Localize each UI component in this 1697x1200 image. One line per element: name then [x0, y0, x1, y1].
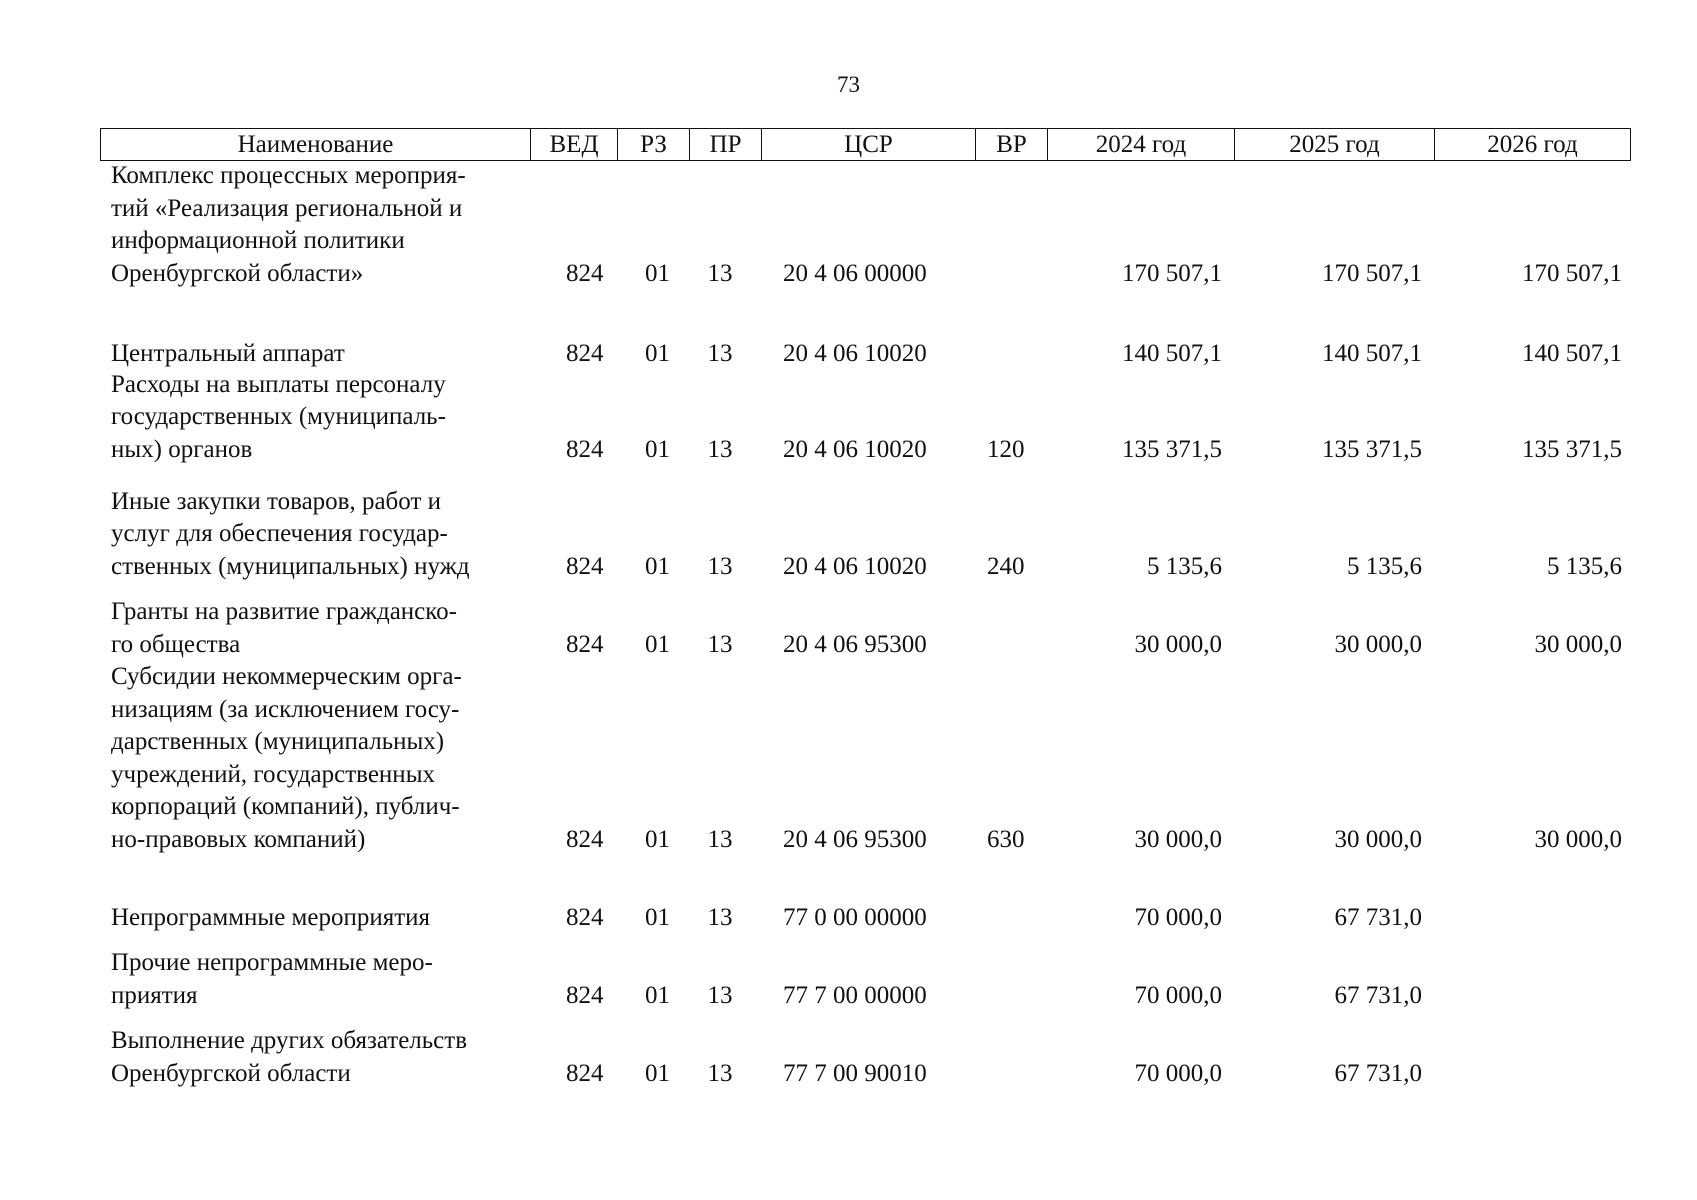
row-2024: 30 000,0 — [1134, 825, 1222, 853]
row-name: Выполнение других обязательств Оренбургской области — [111, 1027, 467, 1087]
header-csr: ЦСР — [762, 129, 976, 161]
page-number: 73 — [837, 72, 860, 97]
row-ved: 824 — [566, 903, 604, 931]
row-csr: 20 4 06 95300 — [783, 630, 927, 658]
row-rz: 01 — [645, 903, 670, 931]
row-ved: 824 — [566, 825, 604, 853]
row-ved: 824 — [566, 552, 604, 580]
row-rz: 01 — [645, 339, 670, 367]
row-2024: 70 000,0 — [1134, 903, 1222, 931]
row-csr: 20 4 06 10020 — [783, 552, 927, 580]
header-2025: 2025 год — [1235, 129, 1435, 161]
row-ved: 824 — [566, 339, 604, 367]
table-header — [100, 128, 1631, 161]
header-rz: РЗ — [618, 129, 690, 161]
row-2026: 140 507,1 — [1522, 339, 1622, 367]
row-2025: 30 000,0 — [1334, 630, 1422, 658]
row-2025: 67 731,0 — [1334, 1059, 1422, 1087]
row-name: Гранты на развитие гражданско- го общества — [111, 598, 457, 658]
row-rz: 01 — [645, 435, 670, 463]
row-rz: 01 — [645, 259, 670, 287]
row-2024: 135 371,5 — [1122, 435, 1222, 463]
row-name: Субсидии некоммерческим орга- низациям (за исключением госу- дарственных (муниципальных) учреждений, государственных корпораций (компаний), публич- но-правовых компаний) — [111, 663, 462, 853]
header-vr: ВР — [976, 129, 1048, 161]
row-2025: 67 731,0 — [1334, 903, 1422, 931]
row-2025: 30 000,0 — [1334, 825, 1422, 853]
row-vr: 120 — [987, 435, 1025, 463]
row-2024: 170 507,1 — [1122, 259, 1222, 287]
row-ved: 824 — [566, 259, 604, 287]
row-name: Расходы на выплаты персоналу государственных (муниципаль- ных) органов — [111, 370, 446, 463]
row-ved: 824 — [566, 981, 604, 1009]
row-csr: 77 7 00 90010 — [783, 1059, 927, 1087]
row-csr: 20 4 06 10020 — [783, 435, 927, 463]
header-name: Наименование — [101, 129, 531, 161]
row-pr: 13 — [707, 630, 733, 658]
row-csr: 77 0 00 00000 — [783, 903, 927, 931]
row-name: Непрограммные мероприятия — [111, 903, 431, 931]
row-pr: 13 — [707, 339, 733, 367]
row-rz: 01 — [645, 981, 670, 1009]
row-pr: 13 — [707, 1059, 733, 1087]
row-2025: 135 371,5 — [1322, 435, 1422, 463]
row-rz: 01 — [645, 825, 670, 853]
header-2026: 2026 год — [1435, 129, 1631, 161]
row-rz: 01 — [645, 630, 670, 658]
header-ved: ВЕД — [531, 129, 618, 161]
row-2025: 140 507,1 — [1322, 339, 1422, 367]
row-pr: 13 — [707, 825, 733, 853]
row-2024: 70 000,0 — [1134, 981, 1222, 1009]
row-vr: 240 — [987, 552, 1025, 580]
row-2024: 140 507,1 — [1122, 339, 1222, 367]
row-csr: 20 4 06 95300 — [783, 825, 927, 853]
row-2026: 5 135,6 — [1547, 552, 1622, 580]
row-pr: 13 — [707, 903, 733, 931]
row-vr: 630 — [987, 825, 1025, 853]
row-2026: 30 000,0 — [1534, 630, 1622, 658]
row-2025: 5 135,6 — [1347, 552, 1422, 580]
row-csr: 77 7 00 00000 — [783, 981, 927, 1009]
row-ved: 824 — [566, 435, 604, 463]
row-2024: 70 000,0 — [1134, 1059, 1222, 1087]
row-pr: 13 — [707, 259, 733, 287]
row-2026: 170 507,1 — [1522, 259, 1622, 287]
row-rz: 01 — [645, 1059, 670, 1087]
row-2026: 30 000,0 — [1534, 825, 1622, 853]
row-ved: 824 — [566, 630, 604, 658]
row-2025: 170 507,1 — [1322, 259, 1422, 287]
header-pr: ПР — [690, 129, 762, 161]
row-2026: 135 371,5 — [1522, 435, 1622, 463]
row-pr: 13 — [707, 435, 733, 463]
row-rz: 01 — [645, 552, 670, 580]
row-csr: 20 4 06 00000 — [783, 259, 927, 287]
row-2024: 5 135,6 — [1147, 552, 1222, 580]
row-2024: 30 000,0 — [1134, 630, 1222, 658]
row-2025: 67 731,0 — [1334, 981, 1422, 1009]
row-pr: 13 — [707, 552, 733, 580]
row-name: Комплекс процессных мероприя- тий «Реализация региональной и информационной политики Оренбургской области» — [111, 162, 466, 287]
row-name: Иные закупки товаров, работ и услуг для обеспечения государ- ственных (муниципальных) нужд — [111, 487, 470, 580]
row-ved: 824 — [566, 1059, 604, 1087]
header-2024: 2024 год — [1048, 129, 1235, 161]
row-pr: 13 — [707, 981, 733, 1009]
row-csr: 20 4 06 10020 — [783, 339, 927, 367]
row-name: Центральный аппарат — [111, 339, 345, 367]
row-name: Прочие непрограммные меро- приятия — [111, 949, 433, 1009]
